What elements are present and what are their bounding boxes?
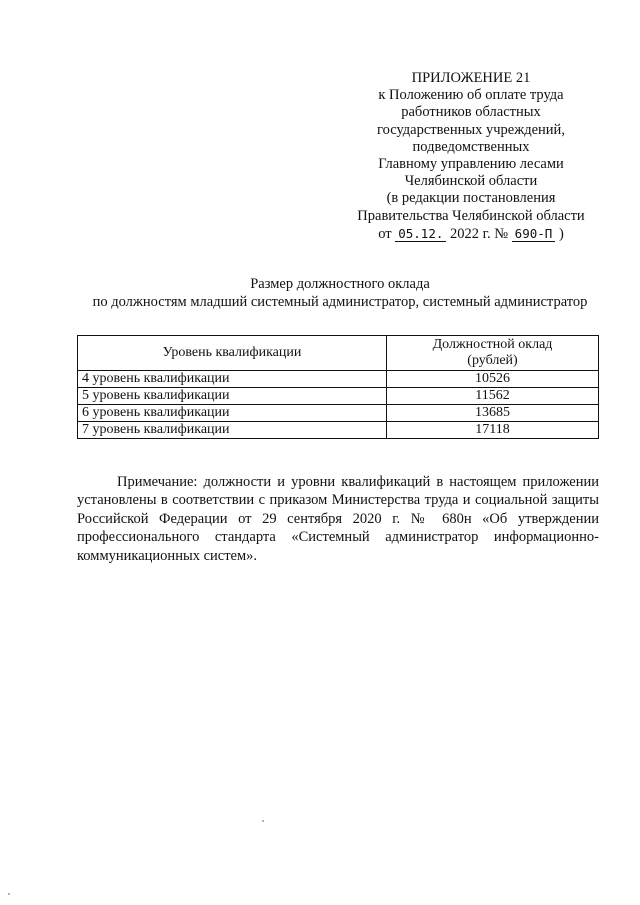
note-paragraph: Примечание: должности и уровни квалификаций в настоящем приложении установлены в соответствии с приказом Министерства труда и социальной защиты Российской Федерации от 29 сентября 2020 г. № 680н «Об утверждении профессионального стандарта «Системный администратор информационно-коммуникационных систем». [77,473,599,564]
qualification-level: 6 уровень квалификации [78,405,387,422]
appendix-line: Правительства Челябинской области [357,207,585,224]
qualification-level: 5 уровень квалификации [78,388,387,405]
document-heading [60,276,620,311]
appendix-line: Челябинской области [404,173,538,190]
scan-speck [262,820,264,822]
appendix-line: (в редакции постановления [386,190,556,207]
salary-value: 17118 [387,422,599,439]
column-header-salary [387,336,599,371]
column-header-level: Уровень квалификации [78,336,387,371]
salary-header-line-1: Должностной оклад [432,337,553,352]
table-row [78,405,599,422]
appendix-line: работников областных [401,104,541,121]
appendix-title: ПРИЛОЖЕНИЕ 21 [411,70,531,86]
resolution-year: 2022 г. № [450,225,509,242]
resolution-number: 690-П [512,226,556,242]
appendix-header [340,70,602,243]
heading-line-2: по должностям младший системный администратор, системный администратор [92,293,588,310]
salary-value: 13685 [387,405,599,422]
qualification-level: 4 уровень квалификации [78,371,387,388]
salary-value: 11562 [387,388,599,405]
table-row [78,422,599,439]
table-row [78,388,599,405]
salary-table [77,335,599,439]
salary-value: 10526 [387,371,599,388]
date-prefix: от [378,225,392,242]
salary-header-line-2: (рублей) [467,353,518,368]
appendix-line: подведомственных [412,138,530,155]
resolution-date: 05.12. [395,226,446,242]
appendix-line: к Положению об оплате труда [378,87,564,104]
qualification-level: 7 уровень квалификации [78,422,387,439]
closing-paren: ) [558,225,564,242]
scan-speck [8,893,10,895]
resolution-date-line [340,225,602,243]
table-row [78,371,599,388]
table-header-row [78,336,599,371]
appendix-line: государственных учреждений, [377,121,565,138]
appendix-line: Главному управлению лесами [378,156,564,173]
heading-line-1: Размер должностного оклада [250,276,430,292]
